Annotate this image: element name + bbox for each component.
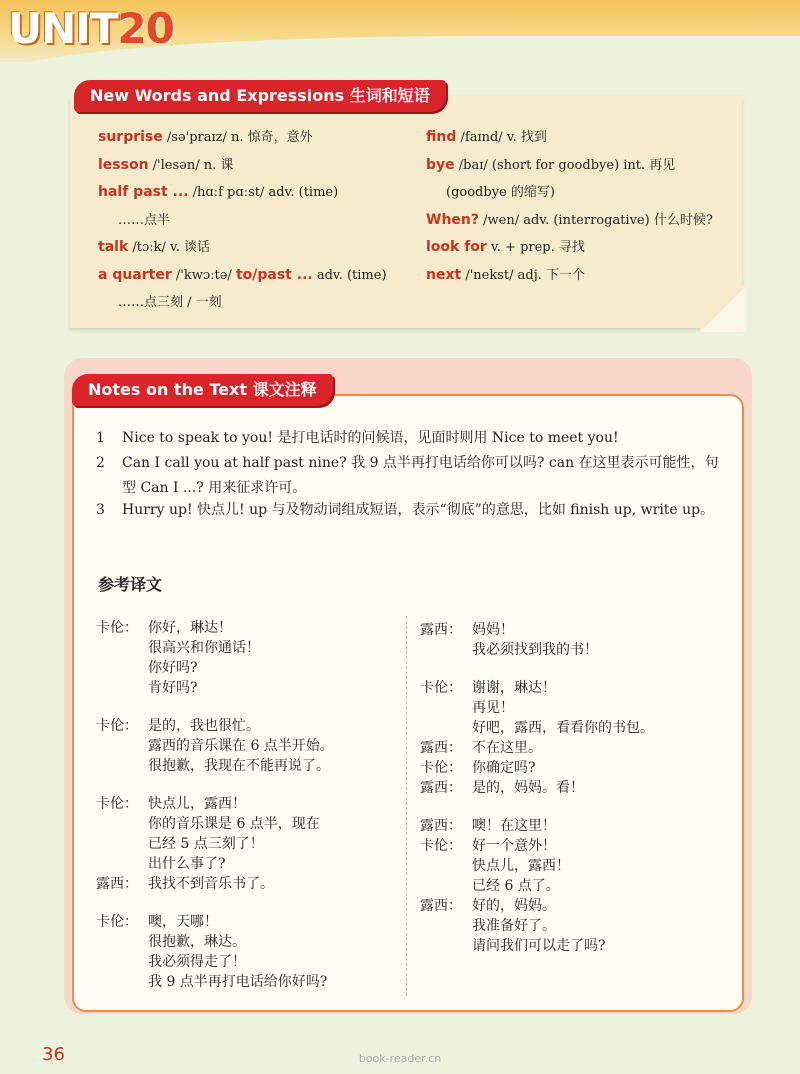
dialogue-text: 快点儿，露西！ (472, 858, 570, 874)
dialogue-line (96, 952, 334, 972)
dialogue-line (420, 816, 654, 836)
dialogue-gap (420, 660, 654, 678)
vocab-headword: lesson (98, 156, 149, 173)
dialogue-line (420, 836, 654, 856)
vocab-entry (98, 152, 387, 180)
dialogue-text: 好的，妈妈。 (472, 898, 556, 914)
dialogue-line (96, 678, 334, 698)
dialogue-line (420, 778, 654, 798)
vocab-entry (426, 234, 713, 262)
dialogue-text: 谢谢，琳达！ (472, 680, 556, 696)
vocab-definition: /tɔːk/ v. 谈话 (128, 240, 211, 255)
new-words-heading: New Words and Expressions 生词和短语 (74, 80, 446, 112)
vocab-definition: ……点半 (118, 212, 171, 228)
dialogue-line (96, 658, 334, 678)
vocab-definition: /faɪnd/ v. 找到 (456, 130, 547, 145)
dialogue-text: 我找不到音乐书了。 (148, 876, 274, 892)
speaker-name: 露西： (420, 622, 462, 638)
speaker-name: 露西： (420, 898, 462, 914)
vocab-entry (426, 124, 713, 152)
dialogue-text: 好吧，露西，看看你的书包。 (472, 720, 654, 736)
speaker-name: 卡伦： (420, 838, 462, 854)
vocab-definition: /baɪ/ (short for goodbye) int. 再见 (454, 157, 676, 173)
dialogue-line (96, 716, 334, 736)
dialogue-line (420, 916, 654, 936)
dialogue-line (96, 618, 334, 638)
dialogue-text: 你好，琳达！ (148, 620, 232, 636)
dialogue-line (420, 698, 654, 718)
vocab-headword: talk (98, 239, 129, 255)
translation-title: 参考译文 (98, 575, 163, 594)
page-number: 36 (42, 1044, 65, 1065)
dialogue-line (96, 814, 334, 834)
vocab-definition: v. + prep. 寻找 (486, 240, 585, 255)
column-divider (406, 616, 407, 996)
unit-title (8, 4, 174, 53)
vocab-definition: /'kwɔːtə/ (171, 267, 236, 283)
vocab-entry (98, 179, 387, 207)
dialogue-text: 我 9 点半再打电话给你好吗? (148, 974, 328, 990)
dialogue-line (96, 912, 334, 932)
dialogue-text: 很抱歉，我现在不能再说了。 (148, 758, 330, 774)
dialogue-text: 已经 5 点三刻了！ (148, 836, 264, 852)
vocab-headword: When? (426, 211, 479, 228)
dialogue-text: 妈妈！ (472, 622, 514, 638)
note-number: 3 (96, 502, 105, 518)
note-text: Can I call you at half past nine? 我 9 点半再打电话给你可以吗? can 在这里表示可能性，句型 Can I ...? 用来征求许可。 (122, 455, 719, 496)
vocab-definition: /wen/ adv. (interrogative) 什么时候? (479, 212, 713, 228)
dialogue-text: 噢，天哪！ (148, 914, 218, 930)
vocab-definition: /hɑːf pɑːst/ adv. (time) (188, 185, 339, 200)
watermark: book-reader.cn (358, 1052, 442, 1065)
note-item (96, 451, 722, 501)
speaker-name: 卡伦： (420, 760, 462, 776)
vocab-definition: ……点三刻 / 一刻 (118, 295, 222, 310)
vocab-entry (426, 207, 713, 235)
dialogue-line (96, 834, 334, 854)
dialogue-text: 很高兴和你通话！ (148, 640, 260, 656)
vocab-entry (98, 262, 387, 290)
vocab-headword: bye (426, 156, 455, 173)
words-left-column (98, 124, 387, 317)
dialogue-line (420, 856, 654, 876)
vocab-definition: adv. (time) (312, 267, 387, 283)
dialogue-text: 请问我们可以走了吗? (472, 938, 606, 954)
dialogue-text: 你好吗? (148, 660, 198, 676)
dialogue-line (420, 936, 654, 956)
dialogue-text: 是的，我也很忙。 (148, 718, 260, 734)
speaker-name: 露西： (420, 818, 462, 834)
speaker-name: 卡伦： (96, 914, 138, 930)
vocab-entry (426, 152, 713, 180)
dialogue-line (96, 794, 334, 814)
dialogue-line (420, 896, 654, 916)
dialogue-line (96, 972, 334, 992)
note-item (96, 426, 722, 451)
dialogue-line (420, 876, 654, 896)
vocab-entry (98, 207, 387, 235)
translation-left-column (96, 618, 334, 992)
dialogue-text: 不在这里。 (472, 740, 542, 756)
vocab-entry (98, 289, 387, 317)
vocab-headword: surprise (98, 129, 163, 145)
vocab-entry (426, 179, 713, 207)
dialogue-line (420, 620, 654, 640)
note-text: Hurry up! 快点儿! up 与及物动词组成短语，表示“彻底”的意思，比如 finish up, write up。 (122, 502, 715, 518)
dialogue-text: 你的音乐课是 6 点半，现在 (148, 816, 320, 832)
unit-label: UNIT (8, 4, 118, 53)
speaker-name: 露西： (420, 740, 462, 756)
dialogue-text: 我必须找到我的书！ (472, 642, 598, 658)
dialogue-text: 肯好吗? (148, 680, 198, 696)
dialogue-text: 是的，妈妈。看！ (472, 780, 584, 796)
unit-number: 20 (117, 4, 174, 53)
dialogue-text: 噢！在这里！ (472, 818, 556, 834)
notes-heading: Notes on the Text 课文注释 (72, 374, 333, 406)
dialogue-text: 已经 6 点了。 (472, 878, 560, 894)
note-item (96, 498, 722, 548)
vocab-definition: /'nekst/ adj. 下一个 (461, 267, 585, 283)
vocab-headword: look for (426, 239, 487, 255)
dialogue-text: 快点儿，露西！ (148, 796, 246, 812)
dialogue-line (96, 638, 334, 658)
vocab-entry (426, 262, 713, 290)
dialogue-line (420, 678, 654, 698)
dialogue-text: 再见！ (472, 700, 514, 716)
speaker-name: 卡伦： (96, 796, 138, 812)
speaker-name: 露西： (420, 780, 462, 796)
translation-right-column (420, 620, 654, 956)
page-curl (700, 286, 746, 332)
dialogue-line (96, 756, 334, 776)
vocab-headword: a quarter (98, 266, 172, 283)
vocab-definition: (goodbye 的缩写) (446, 185, 555, 200)
speaker-name: 卡伦： (420, 680, 462, 696)
vocab-entry (98, 124, 387, 152)
dialogue-text: 你确定吗? (472, 760, 536, 776)
vocab-headword: half past ... (98, 184, 189, 200)
dialogue-line (96, 854, 334, 874)
dialogue-line (96, 932, 334, 952)
dialogue-line (420, 718, 654, 738)
dialogue-line (420, 738, 654, 758)
dialogue-text: 露西的音乐课在 6 点半开始。 (148, 738, 334, 754)
dialogue-gap (96, 698, 334, 716)
dialogue-gap (96, 776, 334, 794)
vocab-definition: /'lesən/ n. 课 (148, 157, 234, 173)
dialogue-text: 出什么事了? (148, 856, 226, 872)
dialogue-text: 我必须得走了！ (148, 954, 246, 970)
speaker-name: 露西： (96, 876, 138, 892)
dialogue-text: 我准备好了。 (472, 918, 556, 934)
dialogue-gap (96, 894, 334, 912)
note-text: Nice to speak to you! 是打电话时的问候语，见面时则用 Nice to meet you! (122, 430, 619, 446)
note-number: 1 (96, 430, 105, 446)
vocab-entry (98, 234, 387, 262)
dialogue-line (420, 758, 654, 778)
speaker-name: 卡伦： (96, 718, 138, 734)
vocab-headword: next (426, 266, 462, 283)
dialogue-text: 好一个意外！ (472, 838, 556, 854)
speaker-name: 卡伦： (96, 620, 138, 636)
note-number: 2 (96, 455, 105, 471)
dialogue-line (420, 640, 654, 660)
dialogue-line (96, 736, 334, 756)
vocab-headword: find (426, 129, 457, 145)
dialogue-gap (420, 798, 654, 816)
vocab-headword: to/past ... (235, 266, 313, 283)
words-right-column (426, 124, 713, 289)
dialogue-line (96, 874, 334, 894)
dialogue-text: 很抱歉，琳达。 (148, 934, 246, 950)
vocab-definition: /sə'praɪz/ n. 惊奇，意外 (162, 130, 313, 145)
